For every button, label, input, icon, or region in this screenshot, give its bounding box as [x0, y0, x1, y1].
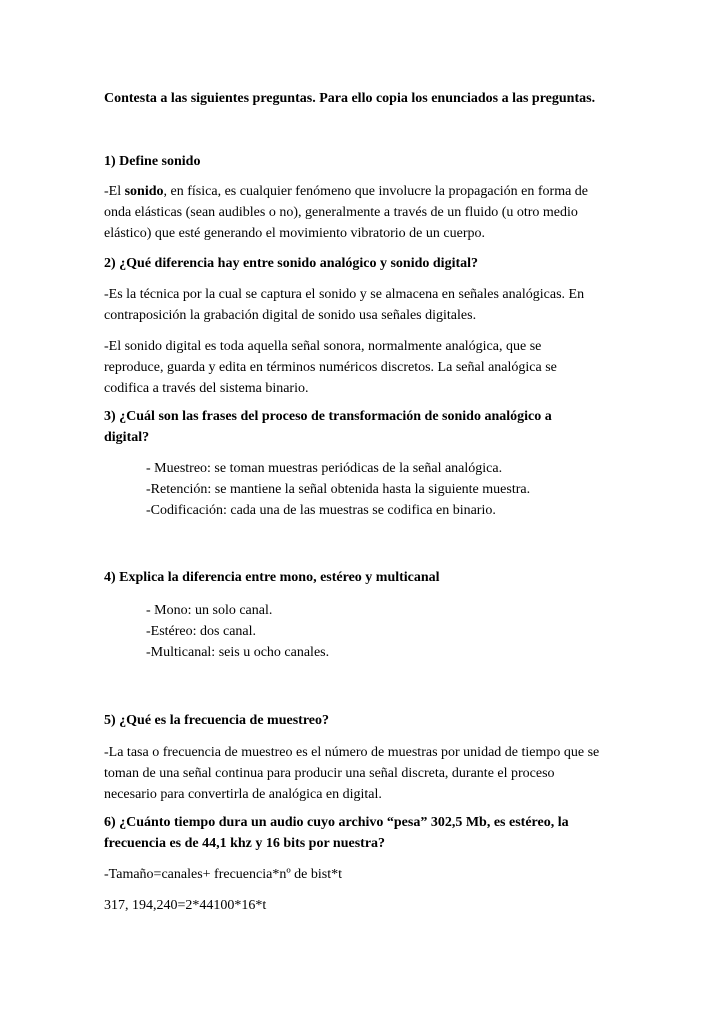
list-item: - Muestreo: se toman muestras periódicas de la señal analógica. [146, 461, 503, 476]
list-item: -Retención: se mantiene la señal obtenida hasta la siguiente muestra. [146, 482, 531, 497]
answer-line: reproduce, guarda y edita en términos numéricos discretos. La señal analógica se [104, 360, 557, 375]
answer-line [104, 181, 644, 202]
list-item: -Codificación: cada una de las muestras se codifica en binario. [146, 503, 496, 518]
question-2-answer-1 [104, 284, 644, 326]
answer-line: elástico) que esté generando el movimiento vibratorio de un cuerpo. [104, 226, 485, 241]
list-item: - Mono: un solo canal. [146, 603, 273, 618]
list-item: -Multicanal: seis u ocho canales. [146, 645, 330, 660]
question-1-title: 1) Define sonido [104, 154, 201, 169]
answer-bold-term: sonido [124, 184, 164, 199]
answer-line: toman de una señal continua para producir una señal discreta, durante el proceso [104, 766, 555, 781]
question-3-list [146, 458, 626, 521]
title-line: 6) ¿Cuánto tiempo dura un audio cuyo archivo “pesa” 302,5 Mb, es estéreo, la [104, 815, 569, 830]
title-line: frecuencia es de 44,1 khz y 16 bits por nuestra? [104, 836, 386, 851]
question-5-answer [104, 742, 644, 805]
answer-line: -La tasa o frecuencia de muestreo es el número de muestras por unidad de tiempo que se [104, 745, 600, 760]
question-6-formula: -Tamaño=canales+ frecuencia*nº de bist*t [104, 867, 342, 882]
title-line: digital? [104, 430, 150, 445]
question-2-title: 2) ¿Qué diferencia hay entre sonido analógico y sonido digital? [104, 256, 479, 271]
answer-line: -El sonido digital es toda aquella señal sonora, normalmente analógica, que se [104, 339, 542, 354]
question-1-answer [104, 181, 644, 244]
answer-line: codifica a través del sistema binario. [104, 381, 309, 396]
answer-line: necesario para convertirla de analógica en digital. [104, 787, 382, 802]
answer-prefix: -El [104, 184, 125, 199]
question-5-title: 5) ¿Qué es la frecuencia de muestreo? [104, 713, 329, 728]
list-item: -Estéreo: dos canal. [146, 624, 257, 639]
answer-line: contraposición la grabación digital de sonido usa señales digitales. [104, 308, 477, 323]
answer-rest: , en física, es cualquier fenómeno que involucre la propagación en forma de [163, 184, 589, 199]
instructions: Contesta a las siguientes preguntas. Para ello copia los enunciados a las preguntas. [104, 91, 596, 106]
question-6-title [104, 812, 644, 854]
question-2-answer-2 [104, 336, 644, 399]
answer-line: onda elásticas (sean audibles o no), generalmente a través de un fluido (u otro medio [104, 205, 578, 220]
title-line: 3) ¿Cuál son las frases del proceso de transformación de sonido analógico a [104, 409, 552, 424]
question-6-calc: 317, 194,240=2*44100*16*t [104, 898, 267, 913]
question-4-list [146, 600, 626, 663]
answer-line: -Es la técnica por la cual se captura el sonido y se almacena en señales analógicas. En [104, 287, 585, 302]
question-4-title: 4) Explica la diferencia entre mono, estéreo y multicanal [104, 570, 440, 585]
question-3-title [104, 406, 644, 448]
